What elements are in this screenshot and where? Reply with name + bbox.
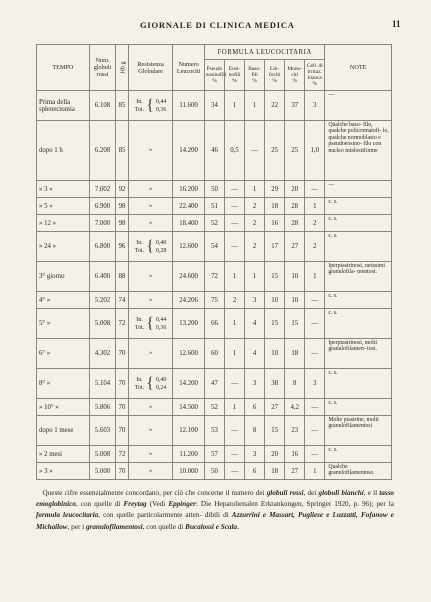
cell-formula: 17 bbox=[265, 232, 285, 262]
resistenza-values bbox=[156, 316, 167, 332]
resistenza-value: 0,44 bbox=[155, 98, 167, 105]
cell-formula: 20 bbox=[265, 446, 285, 463]
cell-hb: 72 bbox=[116, 309, 129, 339]
resistenza-labels bbox=[135, 376, 144, 392]
cell-note: c. s. bbox=[325, 232, 392, 262]
cell-formula: 50 bbox=[204, 181, 224, 198]
cell-hb: 92 bbox=[116, 181, 129, 198]
cell-formula: 25 bbox=[285, 121, 305, 181]
cell-note: Molte piastrine, molti granulofilamentosi bbox=[325, 416, 392, 446]
para-text: Queste cifre essenzialmente concordano, per ciò che concerne il numero dei bbox=[42, 489, 267, 497]
resistenza-labels bbox=[135, 98, 144, 114]
cell-resistenza: » bbox=[128, 198, 172, 215]
para-emph: globuli rossi bbox=[266, 489, 304, 497]
table-row bbox=[37, 232, 392, 262]
para-text: , per i bbox=[67, 522, 86, 531]
cell-leucociti: 18.400 bbox=[173, 215, 205, 232]
cell-tempo: 5° » bbox=[37, 309, 90, 339]
data-table bbox=[36, 44, 392, 480]
cell-globuli: 5.008 bbox=[89, 446, 115, 463]
cell-tempo: 8° » bbox=[37, 369, 90, 399]
journal-title: GIORNALE DI CLINICA MEDICA bbox=[140, 20, 295, 30]
cell-leucociti: 11.600 bbox=[173, 91, 205, 121]
cell-tempo: » 3 » bbox=[37, 463, 90, 480]
page-number: 11 bbox=[392, 19, 401, 29]
cell-formula: 20 bbox=[285, 181, 305, 198]
cell-note: Qualche granulofilamentoso bbox=[325, 463, 392, 480]
para-emph: granulofilamentosi bbox=[85, 522, 143, 531]
formula-subheader bbox=[245, 60, 265, 91]
cell-formula: 2 bbox=[225, 292, 245, 309]
cell-formula: — bbox=[225, 232, 245, 262]
running-header bbox=[0, 20, 431, 34]
cell-formula: — bbox=[225, 198, 245, 215]
cell-formula: 4 bbox=[245, 309, 265, 339]
subheader-label: Baso- fili bbox=[248, 66, 261, 78]
para-text: . bbox=[237, 522, 239, 531]
cell-resistenza: » bbox=[128, 416, 172, 446]
col-leucociti: Numero Leucociti bbox=[173, 45, 205, 91]
cell-formula: 18 bbox=[265, 198, 285, 215]
cell-formula: 2 bbox=[245, 198, 265, 215]
table-row bbox=[37, 181, 392, 198]
resistenza-group bbox=[130, 98, 171, 114]
cell-formula: 22 bbox=[265, 91, 285, 121]
cell-hb: 98 bbox=[116, 198, 129, 215]
cell-formula: — bbox=[305, 309, 325, 339]
para-emph: formula leucocitaria bbox=[36, 511, 99, 520]
cell-formula: 28 bbox=[285, 215, 305, 232]
cell-resistenza: » bbox=[128, 446, 172, 463]
table-row bbox=[37, 309, 392, 339]
body-paragraph bbox=[36, 488, 394, 533]
cell-formula: 1 bbox=[225, 309, 245, 339]
subheader-unit: % bbox=[232, 78, 237, 84]
resistenza-value: 0,36 bbox=[155, 324, 167, 331]
col-tempo: TEMPO bbox=[37, 45, 90, 91]
subheader-label: Eosi- nofili bbox=[228, 66, 241, 78]
cell-leucociti: 10.000 bbox=[173, 463, 205, 480]
cell-leucociti: 13.200 bbox=[173, 309, 205, 339]
brace-glyph: { bbox=[146, 314, 154, 332]
cell-hb: 72 bbox=[116, 446, 129, 463]
table-row bbox=[37, 416, 392, 446]
cell-tempo: » 12 » bbox=[37, 215, 90, 232]
cell-formula: 3 bbox=[305, 91, 325, 121]
resistenza-label: Tot. bbox=[134, 324, 145, 331]
cell-tempo: » 5 » bbox=[37, 198, 90, 215]
cell-formula: 54 bbox=[204, 232, 224, 262]
cell-formula: 8 bbox=[245, 416, 265, 446]
cell-note: — bbox=[325, 181, 392, 198]
cell-formula: 15 bbox=[265, 416, 285, 446]
cell-hb: 74 bbox=[116, 292, 129, 309]
resistenza-labels bbox=[135, 239, 144, 255]
cell-formula: 1 bbox=[225, 262, 245, 292]
cell-formula: — bbox=[245, 121, 265, 181]
table-row bbox=[37, 399, 392, 416]
cell-formula: 27 bbox=[285, 463, 305, 480]
cell-resistenza: » bbox=[128, 181, 172, 198]
cell-leucociti: 12.100 bbox=[173, 416, 205, 446]
cell-resistenza bbox=[128, 91, 172, 121]
cell-formula: — bbox=[305, 339, 325, 369]
cell-leucociti: 14.200 bbox=[173, 369, 205, 399]
para-text: (Vedi bbox=[146, 500, 169, 509]
cell-leucociti: 16.200 bbox=[173, 181, 205, 198]
cell-resistenza: » bbox=[128, 121, 172, 181]
cell-tempo: 4° » bbox=[37, 292, 90, 309]
subheader-label: Pseudo eosinofili bbox=[205, 66, 227, 78]
cell-formula: 50 bbox=[204, 463, 224, 480]
cell-resistenza: » bbox=[128, 292, 172, 309]
cell-formula: 1 bbox=[305, 262, 325, 292]
cell-formula: 1 bbox=[225, 91, 245, 121]
cell-resistenza: » bbox=[128, 399, 172, 416]
cell-tempo: 3° giorno bbox=[37, 262, 90, 292]
cell-formula: 34 bbox=[204, 91, 224, 121]
cell-note: — bbox=[325, 91, 392, 121]
cell-formula: 3 bbox=[245, 292, 265, 309]
cell-formula: 60 bbox=[204, 339, 224, 369]
subheader-unit: % bbox=[252, 78, 257, 84]
cell-hb: 88 bbox=[116, 262, 129, 292]
cell-globuli: 5.603 bbox=[89, 416, 115, 446]
cell-globuli: 7.002 bbox=[89, 181, 115, 198]
cell-formula: 38 bbox=[265, 369, 285, 399]
cell-formula: 1 bbox=[245, 91, 265, 121]
cell-leucociti: 22.400 bbox=[173, 198, 205, 215]
cell-formula: 18 bbox=[265, 463, 285, 480]
cell-hb: 96 bbox=[116, 232, 129, 262]
cell-hb: 70 bbox=[116, 463, 129, 480]
table-row bbox=[37, 463, 392, 480]
subheader-unit: % bbox=[312, 81, 318, 87]
cell-tempo: dopo 1 h bbox=[37, 121, 90, 181]
cell-formula: — bbox=[305, 446, 325, 463]
col-note: NOTE bbox=[325, 45, 392, 91]
cell-hb: 70 bbox=[116, 416, 129, 446]
cell-formula: 75 bbox=[204, 292, 224, 309]
resistenza-values bbox=[156, 98, 167, 114]
cell-formula: 10 bbox=[265, 292, 285, 309]
cell-leucociti: 14.500 bbox=[173, 399, 205, 416]
resistenza-label: Tot. bbox=[134, 247, 145, 254]
cell-formula: 3 bbox=[245, 446, 265, 463]
cell-leucociti: 12.600 bbox=[173, 232, 205, 262]
cell-formula: 10 bbox=[285, 262, 305, 292]
cell-globuli: 5.000 bbox=[89, 463, 115, 480]
table-row bbox=[37, 91, 392, 121]
cell-formula: 0,5 bbox=[225, 121, 245, 181]
cell-formula: 52 bbox=[204, 215, 224, 232]
cell-hb: 70 bbox=[116, 339, 129, 369]
cell-formula: 16 bbox=[285, 446, 305, 463]
cell-formula: — bbox=[305, 416, 325, 446]
resistenza-value: 0,36 bbox=[155, 106, 167, 113]
cell-formula: 66 bbox=[204, 309, 224, 339]
cell-note: c. s. bbox=[325, 198, 392, 215]
formula-subheader bbox=[305, 60, 325, 91]
para-text: , e il bbox=[363, 489, 380, 497]
cell-resistenza bbox=[128, 232, 172, 262]
cell-formula: 29 bbox=[265, 181, 285, 198]
brace-glyph: { bbox=[146, 237, 154, 255]
cell-formula: — bbox=[305, 399, 325, 416]
cell-formula: 53 bbox=[204, 416, 224, 446]
resistenza-values bbox=[156, 239, 167, 255]
cell-tempo: 6° » bbox=[37, 339, 90, 369]
cell-formula: — bbox=[225, 463, 245, 480]
cell-hb: 85 bbox=[116, 121, 129, 181]
cell-formula: 6 bbox=[245, 463, 265, 480]
cell-note: c. s. bbox=[325, 292, 392, 309]
cell-formula: 8 bbox=[285, 369, 305, 399]
table-row bbox=[37, 369, 392, 399]
cell-formula: 25 bbox=[265, 121, 285, 181]
cell-leucociti: 24.600 bbox=[173, 262, 205, 292]
para-text: , con quelle di bbox=[75, 500, 124, 509]
cell-formula: 23 bbox=[285, 416, 305, 446]
table-body bbox=[37, 91, 392, 480]
cell-formula: — bbox=[225, 416, 245, 446]
cell-leucociti: 24.206 bbox=[173, 292, 205, 309]
table-row bbox=[37, 198, 392, 215]
cell-formula: 27 bbox=[285, 232, 305, 262]
para-emph: Freytag bbox=[123, 500, 147, 509]
cell-resistenza: » bbox=[128, 262, 172, 292]
cell-note: c. s. bbox=[325, 215, 392, 232]
resistenza-value: 0,40 bbox=[155, 239, 167, 246]
cell-hb: 98 bbox=[116, 215, 129, 232]
cell-tempo: » 3 » bbox=[37, 181, 90, 198]
col-hb-label: Hb g bbox=[119, 61, 127, 74]
cell-tempo: » 24 » bbox=[37, 232, 90, 262]
table-row bbox=[37, 292, 392, 309]
cell-formula: 28 bbox=[285, 198, 305, 215]
cell-formula: 2 bbox=[305, 215, 325, 232]
subheader-unit: % bbox=[272, 78, 277, 84]
cell-formula: 18 bbox=[285, 339, 305, 369]
para-text: , con quelle particolarmente atten- dibili di bbox=[98, 511, 232, 520]
cell-resistenza: » bbox=[128, 463, 172, 480]
cell-formula: 1 bbox=[305, 198, 325, 215]
cell-formula: 1 bbox=[305, 463, 325, 480]
para-emph: Bucalossi e Scala bbox=[185, 522, 238, 531]
subheader-label: Mono- citi bbox=[287, 66, 303, 78]
cell-hb: 70 bbox=[116, 369, 129, 399]
cell-formula: 3 bbox=[305, 369, 325, 399]
col-formula: FORMULA LEUCOCITARIA bbox=[204, 45, 324, 60]
cell-formula: — bbox=[225, 446, 245, 463]
resistenza-values bbox=[156, 376, 167, 392]
para-emph: tasso emoglobinico bbox=[36, 489, 394, 509]
cell-formula: 1 bbox=[225, 399, 245, 416]
resistenza-labels bbox=[135, 316, 144, 332]
cell-formula: 15 bbox=[265, 309, 285, 339]
cell-formula: — bbox=[305, 181, 325, 198]
table-row bbox=[37, 339, 392, 369]
col-globuli: Num. globuli rossi bbox=[89, 45, 115, 91]
cell-resistenza: » bbox=[128, 339, 172, 369]
cell-formula: 2 bbox=[245, 232, 265, 262]
cell-note: c. s. bbox=[325, 369, 392, 399]
subheader-unit: % bbox=[292, 78, 297, 84]
resistenza-group bbox=[130, 376, 171, 392]
formula-subheader bbox=[285, 60, 305, 91]
table-row bbox=[37, 121, 392, 181]
para-emph: Eppinger bbox=[168, 500, 196, 509]
brace-glyph: { bbox=[146, 96, 154, 114]
cell-formula: 37 bbox=[285, 91, 305, 121]
table-row bbox=[37, 262, 392, 292]
cell-formula: 4 bbox=[245, 339, 265, 369]
cell-note: c. s. bbox=[325, 446, 392, 463]
cell-globuli: 6.208 bbox=[89, 121, 115, 181]
col-hb bbox=[116, 45, 129, 91]
brace-glyph: { bbox=[146, 374, 154, 392]
formula-subheader bbox=[204, 60, 227, 91]
cell-tempo: » 2 mesi bbox=[37, 446, 90, 463]
cell-formula: 1 bbox=[245, 262, 265, 292]
cell-formula: — bbox=[225, 369, 245, 399]
cell-formula: 27 bbox=[265, 399, 285, 416]
cell-globuli: 5.202 bbox=[89, 292, 115, 309]
cell-formula: 1 bbox=[225, 339, 245, 369]
cell-formula: 1,0 bbox=[305, 121, 325, 181]
formula-subheader bbox=[225, 60, 245, 91]
cell-formula: 2 bbox=[245, 215, 265, 232]
cell-globuli: 5.806 bbox=[89, 399, 115, 416]
cell-formula: 52 bbox=[204, 399, 224, 416]
table-row bbox=[37, 446, 392, 463]
leucocyte-table bbox=[36, 44, 392, 480]
cell-resistenza: » bbox=[128, 215, 172, 232]
cell-globuli: 6.800 bbox=[89, 232, 115, 262]
cell-tempo: dopo 1 mese bbox=[37, 416, 90, 446]
para-text: , dei bbox=[303, 489, 319, 497]
para-emph: Azzurrini e Massart, Pugliese e Luzzatti, Fofanow e Michailow bbox=[36, 511, 394, 531]
resistenza-value: 0,28 bbox=[155, 247, 167, 254]
cell-formula: — bbox=[305, 292, 325, 309]
cell-resistenza bbox=[128, 309, 172, 339]
para-text: , con quelle di bbox=[142, 522, 186, 531]
cell-formula: — bbox=[225, 181, 245, 198]
cell-formula: 10 bbox=[265, 339, 285, 369]
cell-formula: 72 bbox=[204, 262, 224, 292]
para-emph: globuli bianchi bbox=[318, 489, 364, 497]
cell-note: Iperpiastrinosi, rarissimi granulofila- mentosi. bbox=[325, 262, 392, 292]
cell-leucociti: 12.600 bbox=[173, 339, 205, 369]
cell-tempo: Prima della splenectomia bbox=[37, 91, 90, 121]
cell-resistenza bbox=[128, 369, 172, 399]
cell-formula: 15 bbox=[265, 262, 285, 292]
cell-note: c. s. bbox=[325, 399, 392, 416]
cell-formula: 16 bbox=[265, 215, 285, 232]
cell-note: Qualche baso- filo, qualche policromatofi- lo, qualche normoblasto e pseudoeosino- filo con nucleo mielostiforme bbox=[325, 121, 392, 181]
resistenza-group bbox=[130, 239, 171, 255]
resistenza-group bbox=[130, 316, 171, 332]
table-row bbox=[37, 215, 392, 232]
cell-formula: 3 bbox=[245, 369, 265, 399]
cell-formula: 15 bbox=[285, 309, 305, 339]
resistenza-value: 0,24 bbox=[155, 384, 167, 391]
cell-leucociti: 11.200 bbox=[173, 446, 205, 463]
resistenza-value: 0,44 bbox=[155, 316, 167, 323]
cell-globuli: 5.104 bbox=[89, 369, 115, 399]
subheader-label: Cell. di irritaz. bianca bbox=[306, 63, 323, 81]
para-text: : Die Hepatolienalen Erkrankungen, Springer 1920, p. 96); per la bbox=[195, 500, 394, 509]
cell-hb: 85 bbox=[116, 91, 129, 121]
cell-formula: 2 bbox=[305, 232, 325, 262]
cell-leucociti: 14.200 bbox=[173, 121, 205, 181]
cell-formula: 47 bbox=[204, 369, 224, 399]
resistenza-label: Tot. bbox=[134, 106, 145, 113]
cell-globuli: 6.900 bbox=[89, 198, 115, 215]
resistenza-value: 0,40 bbox=[155, 376, 167, 383]
cell-formula: 51 bbox=[204, 198, 224, 215]
cell-globuli: 7.000 bbox=[89, 215, 115, 232]
cell-formula: 57 bbox=[204, 446, 224, 463]
cell-note: Iperpiastrinosi, molti granulofilamen- tosi. bbox=[325, 339, 392, 369]
cell-hb: 70 bbox=[116, 399, 129, 416]
resistenza-label: In. bbox=[136, 316, 143, 323]
cell-globuli: 6.108 bbox=[89, 91, 115, 121]
cell-globuli: 6.400 bbox=[89, 262, 115, 292]
col-resistenza: Resistenza Globulare bbox=[128, 45, 172, 91]
cell-formula: — bbox=[225, 215, 245, 232]
resistenza-label: Tot. bbox=[134, 384, 145, 391]
resistenza-label: In. bbox=[136, 376, 143, 383]
resistenza-label: In. bbox=[136, 239, 143, 246]
formula-subheader bbox=[265, 60, 285, 91]
cell-formula: 4,2 bbox=[285, 399, 305, 416]
cell-formula: 1 bbox=[245, 181, 265, 198]
cell-formula: 6 bbox=[245, 399, 265, 416]
cell-globuli: 5.008 bbox=[89, 309, 115, 339]
cell-note: c. s. bbox=[325, 309, 392, 339]
resistenza-label: In. bbox=[136, 98, 143, 105]
subheader-label: Lin- fociti bbox=[268, 66, 281, 78]
cell-formula: 10 bbox=[285, 292, 305, 309]
cell-tempo: » 10° » bbox=[37, 399, 90, 416]
cell-formula: 46 bbox=[204, 121, 224, 181]
subheader-unit: % bbox=[212, 78, 217, 84]
cell-globuli: 4.302 bbox=[89, 339, 115, 369]
